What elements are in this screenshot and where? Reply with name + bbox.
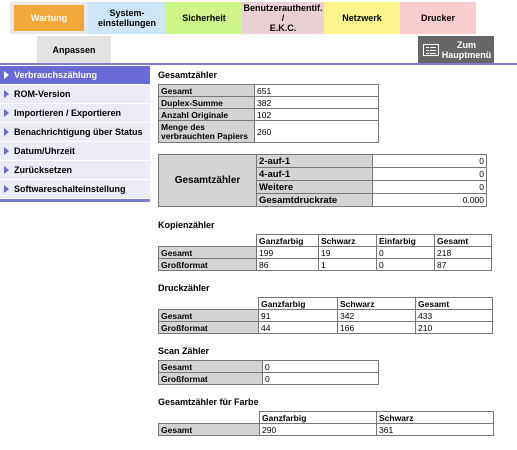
cell: 87 [435,259,492,271]
table-row [159,361,379,373]
cell: 433 [416,310,493,322]
tab-drucker[interactable] [400,2,476,34]
sidebar-bottom-line [0,199,150,202]
anpassen-button[interactable] [37,36,111,63]
cell: 210 [416,322,493,334]
sidebar-item-verbrauchszaehlung[interactable] [0,66,150,85]
row-label: Gesamt [159,247,257,259]
sidebar-item-label: ROM-Version [14,89,71,99]
tab-systemeinstellungen-label: System- einstellungen [97,8,156,28]
section-title-gesamtzaehler-farbe: Gesamtzähler für Farbe [158,397,259,407]
table-row [159,85,379,97]
header-cell: Ganzfarbig [260,412,377,424]
arrow-right-icon [4,109,9,117]
cell: 218 [435,247,492,259]
row-label: Gesamt [159,310,259,322]
row-label: Menge des verbrauchten Papiers [159,121,255,143]
sidebar-item-label: Benachrichtigung über Status [14,127,143,137]
header-cell: Einfarbig [377,235,435,247]
gesamtzaehler-farbe-table [158,411,494,436]
header-cell: Schwarz [377,412,494,424]
table-row [159,121,379,143]
header-cell: Ganzfarbig [259,298,338,310]
table-header-row [159,235,492,247]
home-menu-label: Zum Hauptmenü [441,39,492,60]
table-header-row [159,298,493,310]
table-row [159,259,492,271]
table-row [159,424,494,436]
sidebar-item-importieren-exportieren[interactable] [0,104,150,123]
cell: 342 [338,310,416,322]
header-cell: Gesamt [435,235,492,247]
cell: 44 [259,322,338,334]
cell: 19 [319,247,377,259]
tab-sicherheit-label: Sicherheit [182,13,226,23]
home-menu-button[interactable] [418,36,494,63]
row-label: 4-auf-1 [257,168,373,181]
tab-netzwerk-label: Netzwerk [342,13,382,23]
row-value: 0 [373,168,487,181]
sidebar-item-label: Zurücksetzen [14,165,73,175]
arrow-right-icon [4,90,9,98]
row-label: Gesamt [159,85,255,97]
row-label: Duplex-Summe [159,97,255,109]
kopienzaehler-table [158,234,492,271]
row-label: Weitere [257,181,373,194]
sidebar [0,66,150,202]
sidebar-item-zuruecksetzen[interactable] [0,161,150,180]
group-label: Gesamtzähler [159,155,257,207]
sidebar-item-rom-version[interactable] [0,85,150,104]
cell: 0 [377,247,435,259]
anpassen-label: Anpassen [52,44,96,55]
menu-list-icon [423,44,439,56]
header-cell: Gesamt [416,298,493,310]
sidebar-item-label: Verbrauchszählung [14,70,98,80]
cell: 166 [338,322,416,334]
main-tabs [10,2,476,34]
tab-wartung-label: Wartung [14,5,84,31]
gesamtzaehler-table [158,84,379,143]
cell: 0 [263,373,379,385]
divider-line [0,63,517,65]
arrow-right-icon [4,71,9,79]
sidebar-item-benachrichtigung[interactable] [0,123,150,142]
header-cell [159,412,260,424]
cell: 0 [377,259,435,271]
row-label: Gesamt [159,424,260,436]
table-header-row [159,412,494,424]
tab-benutzerauthentifizierung[interactable] [242,2,324,34]
cell: 86 [257,259,319,271]
row-value: 102 [255,109,379,121]
cell: 91 [259,310,338,322]
row-label: Anzahl Originale [159,109,255,121]
druckzaehler-table [158,297,493,334]
cell: 1 [319,259,377,271]
section-title-scanzaehler: Scan Zähler [158,346,210,356]
header-cell [159,298,259,310]
table-row [159,373,379,385]
cell: 290 [260,424,377,436]
row-value: 0 [373,155,487,168]
row-label: Gesamt [159,361,263,373]
tab-netzwerk[interactable] [324,2,400,34]
arrow-right-icon [4,166,9,174]
sidebar-item-label: Importieren / Exportieren [14,108,122,118]
gesamtzaehler-detail-table [158,154,487,207]
row-label: 2-auf-1 [257,155,373,168]
table-row [159,310,493,322]
cell: 0 [263,361,379,373]
tab-drucker-label: Drucker [420,13,456,23]
section-title-kopienzaehler: Kopienzähler [158,220,215,230]
row-label: Gesamtdruckrate [257,194,373,207]
tab-benutzerauthentifizierung-label: Benutzerauthentif. / E.K.C. [243,3,323,33]
row-value: 260 [255,121,379,143]
sidebar-item-datum-uhrzeit[interactable] [0,142,150,161]
cell: 361 [377,424,494,436]
arrow-right-icon [4,147,9,155]
row-label: Großformat [159,259,257,271]
tab-sicherheit[interactable] [166,2,242,34]
header-cell: Ganzfarbig [257,235,319,247]
sidebar-item-label: Softwareschalteinstellung [14,184,126,194]
section-title-gesamtzaehler: Gesamtzähler [158,70,218,80]
arrow-right-icon [4,185,9,193]
header-cell: Schwarz [338,298,416,310]
table-row [159,247,492,259]
row-value: 0 [373,181,487,194]
tab-wartung[interactable] [10,2,88,34]
table-row [159,109,379,121]
table-row [159,155,487,168]
header-cell [159,235,257,247]
cell: 199 [257,247,319,259]
table-row [159,322,493,334]
tab-systemeinstellungen[interactable] [88,2,166,34]
sidebar-item-label: Datum/Uhrzeit [14,146,76,156]
section-title-druckzaehler: Druckzähler [158,283,210,293]
row-value: 0.000 [373,194,487,207]
row-value: 651 [255,85,379,97]
main-content [158,70,503,436]
header-cell: Schwarz [319,235,377,247]
row-label: Großformat [159,373,263,385]
arrow-right-icon [4,128,9,136]
row-label: Großformat [159,322,259,334]
table-row [159,97,379,109]
scanzaehler-table [158,360,379,385]
sidebar-item-softwareschalteinstellung[interactable] [0,180,150,199]
row-value: 382 [255,97,379,109]
